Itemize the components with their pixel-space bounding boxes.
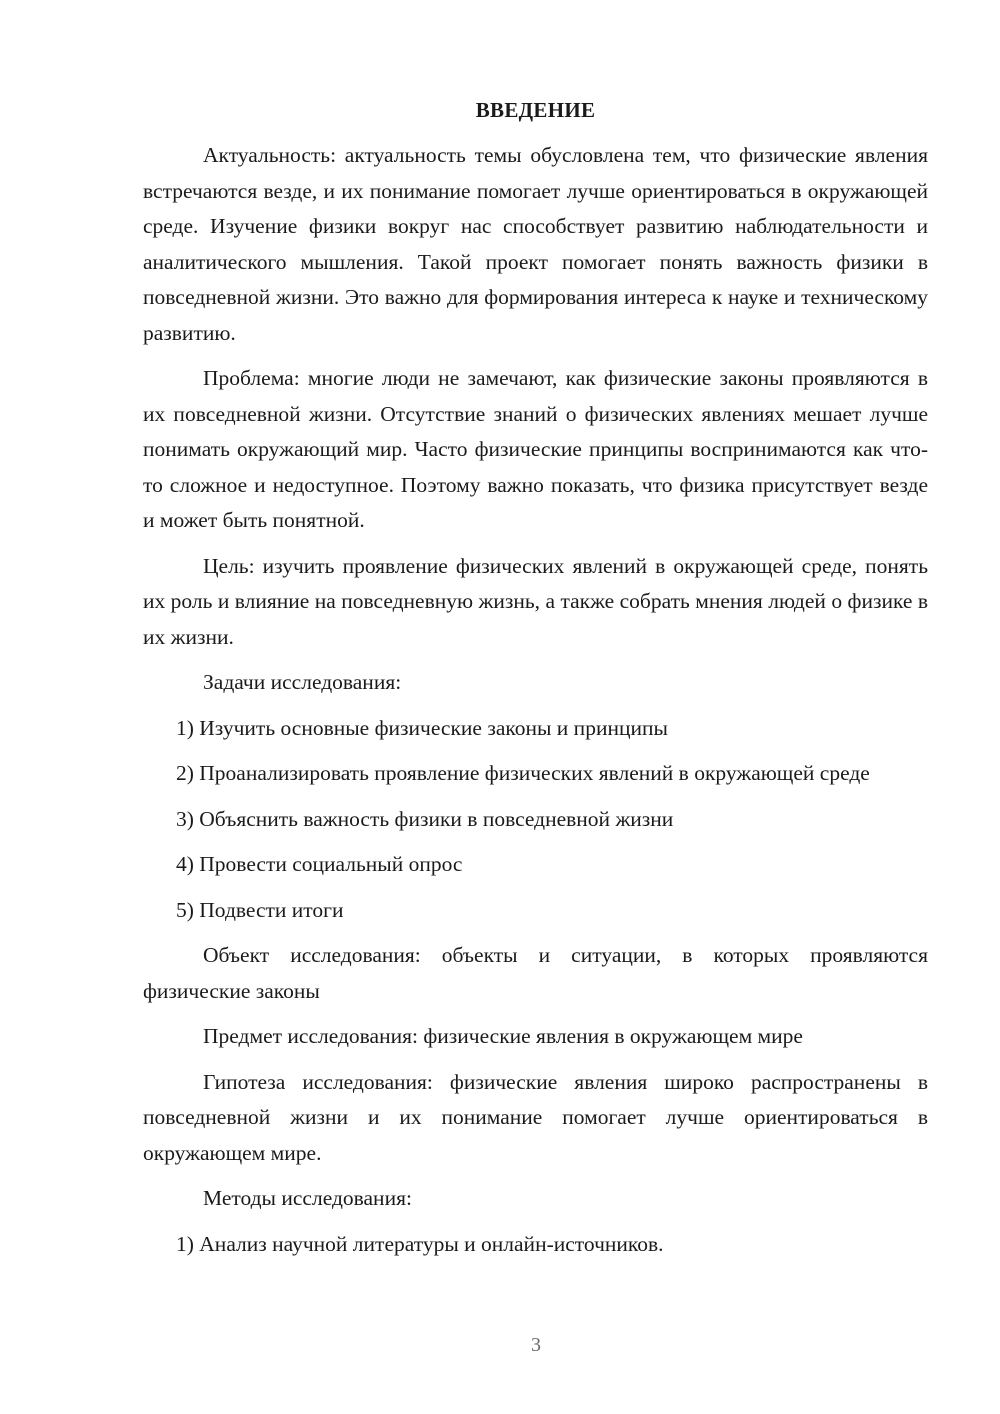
task-item-4: 4) Провести социальный опрос	[176, 852, 463, 876]
tasks-title: Задачи исследования:	[203, 670, 402, 694]
relevance-paragraph: Актуальность: актуальность темы обусловлена тем, что физические явления встречаются везде, и их понимание помогает лучше ориентироваться в окружающей среде. Изучение физики вокруг нас способствует развитию наблюдательности и аналитического мышления. Такой проект помогает понять важность физики в повседневной жизни. Это важно для формирования интереса к науке и техническому развитию.	[143, 143, 928, 345]
goal-paragraph: Цель: изучить проявление физических явлений в окружающей среде, понять их роль и влияние на повседневную жизнь, а также собрать мнения людей о физике в их жизни.	[143, 553, 928, 649]
methods-title: Методы исследования:	[203, 1186, 412, 1210]
page-number: 3	[531, 1334, 541, 1356]
task-item-5: 5) Подвести итоги	[176, 897, 344, 922]
method-item-1: 1) Анализ научной литературы и онлайн-источников.	[176, 1231, 664, 1256]
document-page	[143, 96, 928, 1272]
subject-paragraph: Предмет исследования: физические явления в окружающем мире	[203, 1024, 803, 1048]
task-item-3: 3) Объяснить важность физики в повседневной жизни	[176, 806, 674, 831]
problem-paragraph: Проблема: многие люди не замечают, как физические законы проявляются в их повседневной жизни. Отсутствие знаний о физических явлениях мешает лучше понимать окружающий мир. Часто физические принципы воспринимаются как что-то сложное и недоступное. Поэтому важно показать, что физика присутствует везде и может быть понятной.	[143, 366, 928, 532]
task-item-2: 2) Проанализировать проявление физических явлений в окружающей среде	[176, 761, 870, 785]
object-paragraph: Объект исследования: объекты и ситуации, в которых проявляются физические законы	[143, 943, 928, 1003]
hypothesis-paragraph: Гипотеза исследования: физические явления широко распространены в повседневной жизни и их понимание помогает лучше ориентироваться в окружающем мире.	[143, 1069, 928, 1165]
task-item-1: 1) Изучить основные физические законы и принципы	[176, 715, 668, 740]
page-heading: ВВЕДЕНИЕ	[475, 98, 596, 122]
